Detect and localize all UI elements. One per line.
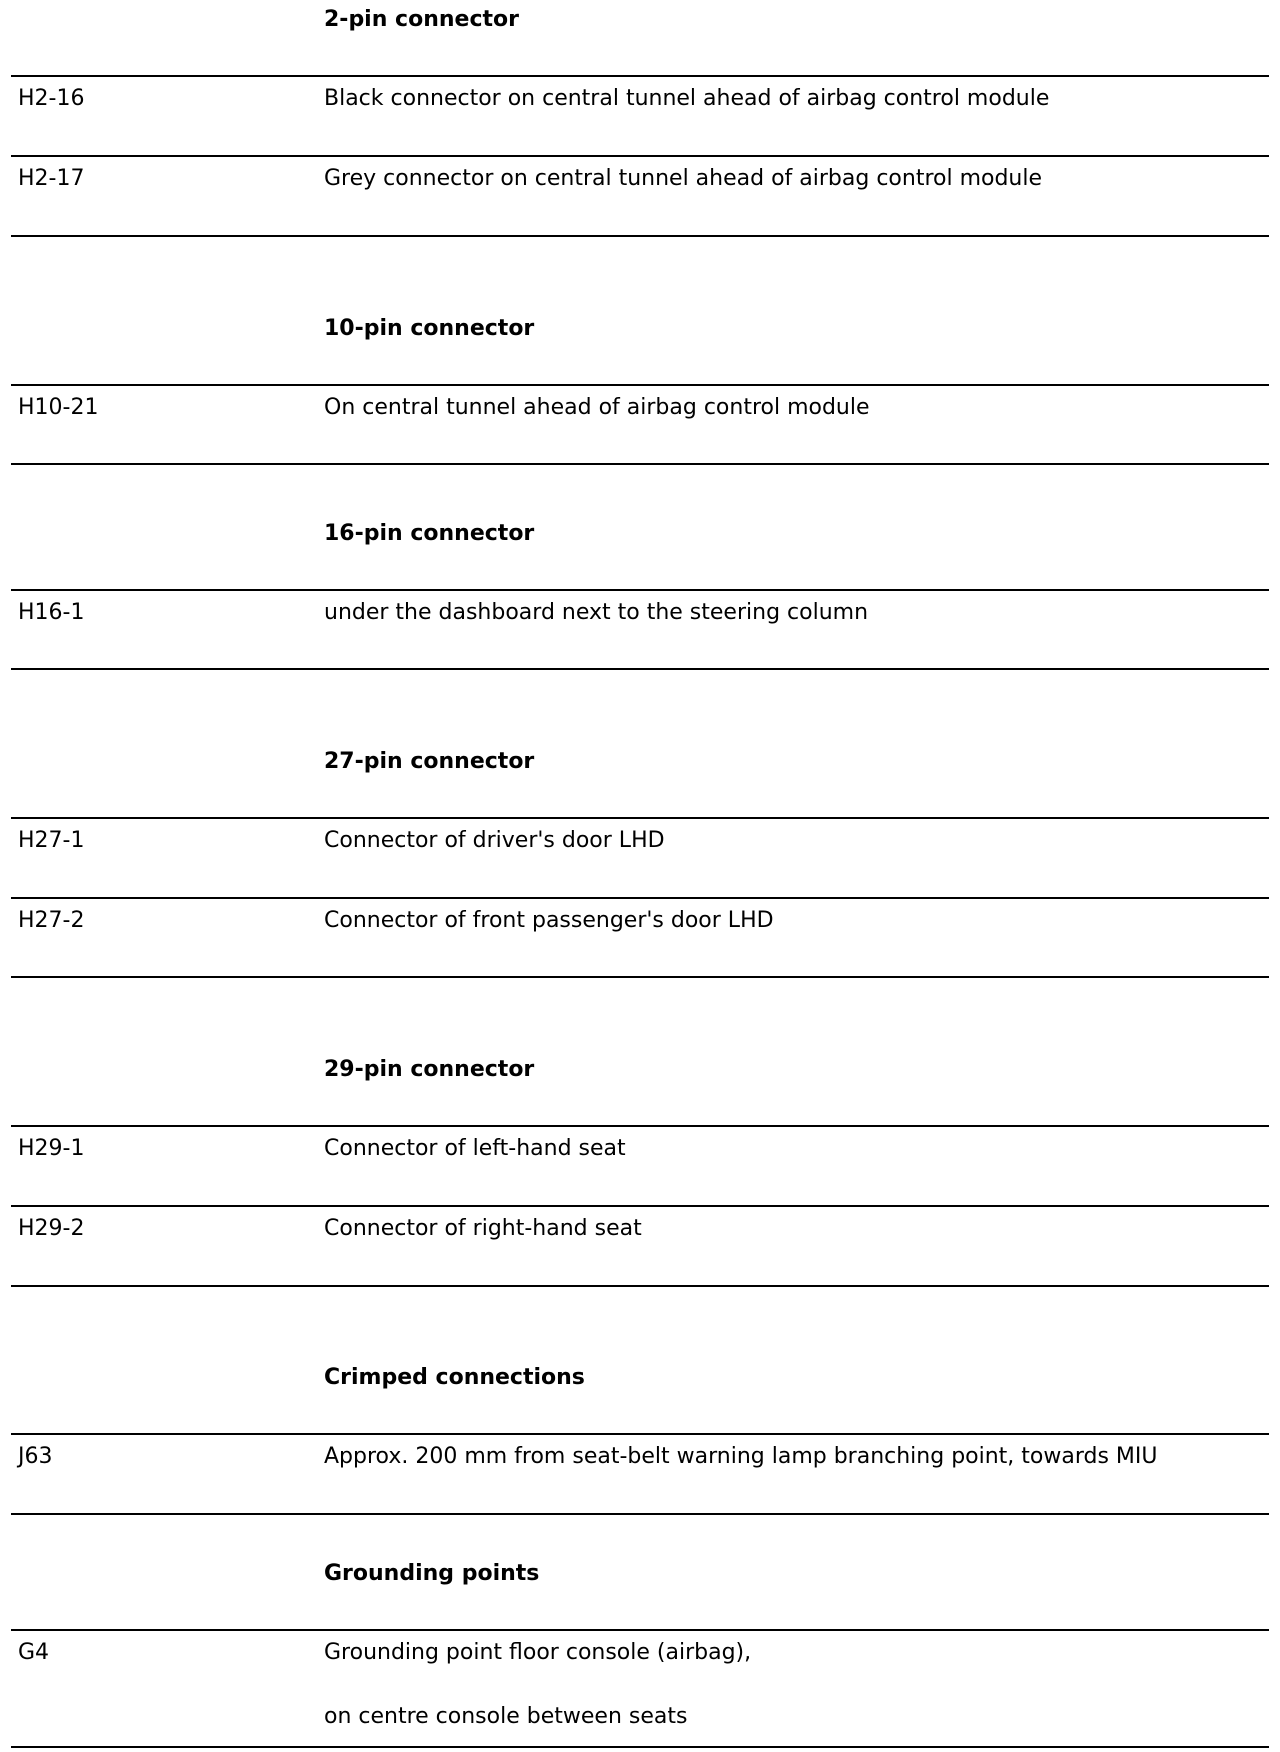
table-rule xyxy=(11,817,1269,819)
connector-code: H10-21 xyxy=(18,395,99,420)
section-heading-10-pin: 10-pin connector xyxy=(324,316,535,341)
connector-code: H27-2 xyxy=(18,908,85,933)
table-rule xyxy=(11,1285,1269,1287)
section-heading-29-pin: 29-pin connector xyxy=(324,1057,535,1082)
table-rule xyxy=(11,1433,1269,1435)
connector-code: H2-16 xyxy=(18,86,85,111)
connector-location: Connector of right-hand seat xyxy=(324,1216,642,1241)
connector-location: Black connector on central tunnel ahead of airbag control module xyxy=(324,86,1050,111)
connector-code: J63 xyxy=(18,1444,53,1469)
connector-location: Connector of driver's door LHD xyxy=(324,828,665,853)
connector-location: On central tunnel ahead of airbag control module xyxy=(324,395,870,420)
connector-location: Connector of left-hand seat xyxy=(324,1136,626,1161)
table-rule xyxy=(11,589,1269,591)
connector-code: H29-1 xyxy=(18,1136,85,1161)
table-rule xyxy=(11,897,1269,899)
connector-location: Connector of front passenger's door LHD xyxy=(324,908,774,933)
section-heading-16-pin: 16-pin connector xyxy=(324,521,535,546)
grounding-location-line-2: on centre console between seats xyxy=(324,1704,688,1729)
table-rule xyxy=(11,1205,1269,1207)
connector-location: Approx. 200 mm from seat-belt warning lamp branching point, towards MIU xyxy=(324,1444,1158,1469)
connector-code: H29-2 xyxy=(18,1216,85,1241)
connector-code: H16-1 xyxy=(18,600,85,625)
section-heading-27-pin: 27-pin connector xyxy=(324,749,535,774)
grounding-location-line-1: Grounding point floor console (airbag), xyxy=(324,1640,752,1665)
section-heading-2-pin: 2-pin connector xyxy=(324,7,519,32)
table-rule xyxy=(11,1746,1269,1748)
table-rule xyxy=(11,668,1269,670)
grounding-code: G4 xyxy=(18,1640,50,1665)
connector-code: H27-1 xyxy=(18,828,85,853)
table-rule xyxy=(11,1629,1269,1631)
connector-location: under the dashboard next to the steering column xyxy=(324,600,869,625)
table-rule xyxy=(11,384,1269,386)
table-rule xyxy=(11,155,1269,157)
section-heading-grounding: Grounding points xyxy=(324,1561,540,1586)
table-rule xyxy=(11,235,1269,237)
table-rule xyxy=(11,75,1269,77)
connector-code: H2-17 xyxy=(18,166,85,191)
connector-location: Grey connector on central tunnel ahead of airbag control module xyxy=(324,166,1043,191)
section-heading-crimped: Crimped connections xyxy=(324,1365,585,1390)
table-rule xyxy=(11,1513,1269,1515)
table-rule xyxy=(11,976,1269,978)
table-rule xyxy=(11,1125,1269,1127)
table-rule xyxy=(11,463,1269,465)
